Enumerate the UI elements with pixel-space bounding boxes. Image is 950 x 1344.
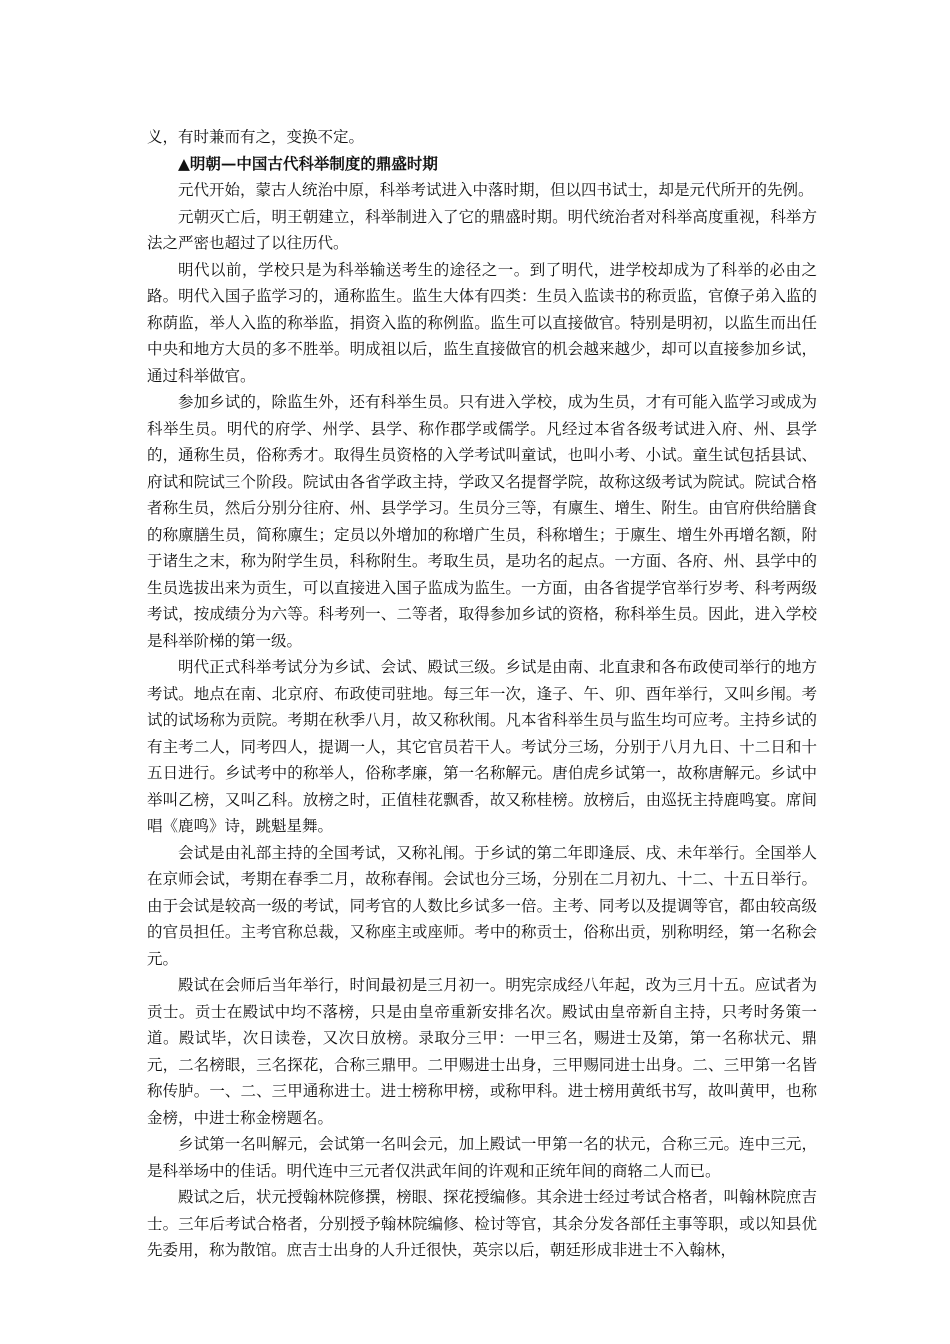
paragraph-xiangshi: 明代正式科举考试分为乡试、会试、殿试三级。乡试是由南、北直隶和各布政使司举行的地方考试。地点在南、北京府、布政使司驻地。每三年一次，逢子、午、卯、酉年举行，又叫乡闱。考试的试场称为贡院。考期在秋季八月，故又称秋闱。凡本省科举生员与监生均可应考。主持乡试的有主考二人，同考四人，提调一人，其它官员若干人。考试分三场，分别于八月九日、十二日和十五日进行。乡试考中的称举人，俗称孝廉，第一名称解元。唐伯虎乡试第一，故称唐解元。乡试中举叫乙榜，又叫乙科。放榜之时，正值桂花飘香，故又称桂榜。放榜后，由巡抚主持鹿鸣宴。席间唱《鹿鸣》诗，跳魁星舞。 [147, 658, 817, 835]
lead-line: 义，有时兼而有之，变换不定。 [147, 128, 365, 146]
paragraph-yuan-dynasty: 元代开始，蒙古人统治中原，科举考试进入中落时期，但以四书试士，却是元代所开的先例。 [178, 181, 814, 199]
paragraph-hanlin: 殿试之后，状元授翰林院修撰，榜眼、探花授编修。其余进士经过考试合格者，叫翰林院庶吉士。三年后考试合格者，分别授予翰林院编修、检讨等官，其余分发各部任主事等职，或以知县优先委用，称为散馆。庶吉士出身的人升迁很快，英宗以后，朝廷形成非进士不入翰林， [147, 1188, 817, 1259]
paragraph-sanyuan: 乡试第一名叫解元，会试第一名叫会元，加上殿试一甲第一名的状元，合称三元。连中三元，是科举场中的佳话。明代连中三元者仅洪武年间的许观和正统年间的商辂二人而已。 [147, 1135, 817, 1180]
paragraph-ming-founding: 元朝灭亡后，明王朝建立，科举制进入了它的鼎盛时期。明代统治者对科举高度重视，科举方法之严密也超过了以往历代。 [147, 207, 817, 252]
paragraph-shengyuan: 参加乡试的，除监生外，还有科举生员。只有进入学校，成为生员，才有可能入监学习或成为科举生员。明代的府学、州学、县学、称作郡学或儒学。凡经过本省各级考试进入府、州、县学的，通称生员，俗称秀才。取得生员资格的入学考试叫童试，也叫小考、小试。童生试包括县试、府试和院试三个阶段。院试由各省学政主持，学政又名提督学院，故称这级考试为院试。院试合格者称生员，然后分别分往府、州、县学学习。生员分三等，有廪生、增生、附生。由官府供给膳食的称廪膳生员，简称廪生；定员以外增加的称增广生员，科称增生；于廪生、增生外再增名额，附于诸生之末，称为附学生员，科称附生。考取生员，是功名的起点。一方面、各府、州、县学中的生员选拔出来为贡生，可以直接进入国子监成为监生。一方面，由各省提学官举行岁考、科考两级考试，按成绩分为六等。科考列一、二等者，取得参加乡试的资格，称科举生员。因此，进入学校是科举阶梯的第一级。 [147, 393, 817, 650]
document-body [147, 124, 817, 1264]
paragraph-dianshi: 殿试在会师后当年举行，时间最初是三月初一。明宪宗成经八年起，改为三月十五。应试者为贡士。贡士在殿试中均不落榜，只是由皇帝重新安排名次。殿试由皇帝新自主持，只考时务策一道。殿试毕，次日读卷，又次日放榜。录取分三甲：一甲三名，赐进士及第，第一名称状元、鼎元，二名榜眼，三名探花，合称三鼎甲。二甲赐进士出身，三甲赐同进士出身。二、三甲第一名皆称传胪。一、二、三甲通称进士。进士榜称甲榜，或称甲科。进士榜用黄纸书写，故叫黄甲，也称金榜，中进士称金榜题名。 [147, 976, 817, 1127]
section-title: ▲明朝—中国古代科举制度的鼎盛时期 [178, 153, 438, 173]
paragraph-guozijian: 明代以前，学校只是为科举输送考生的途径之一。到了明代，进学校却成为了科举的必由之路。明代入国子监学习的，通称监生。监生大体有四类：生员入监读书的称贡监，官僚子弟入监的称荫监，举人入监的称举监，捐资入监的称例监。监生可以直接做官。特别是明初，以监生而出任中央和地方大员的多不胜举。明成祖以后，监生直接做官的机会越来越少，却可以直接参加乡试，通过科举做官。 [147, 260, 817, 385]
paragraph-huishi: 会试是由礼部主持的全国考试，又称礼闱。于乡试的第二年即逢辰、戌、未年举行。全国举人在京师会试，考期在春季二月，故称春闱。会试也分三场，分别在二月初九、十二、十五日举行。由于会试是较高一级的考试，同考官的人数比乡试多一倍。主考、同考以及提调等官，都由较高级的官员担任。主考官称总裁，又称座主或座师。考中的称贡士，俗称出贡，别称明经，第一名称会元。 [147, 843, 817, 968]
